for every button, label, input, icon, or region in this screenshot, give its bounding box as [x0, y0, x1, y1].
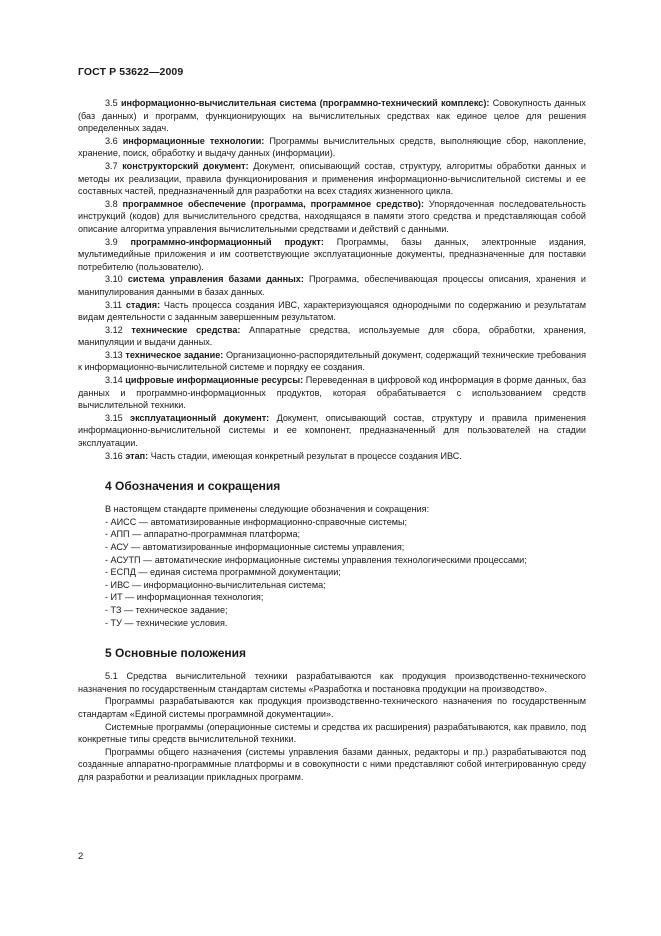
definition-term: стадия: — [125, 299, 161, 310]
definition-3-8 — [78, 198, 586, 236]
definition-term: этап: — [125, 450, 149, 461]
abbreviation-item: - ТЗ — техническое задание; — [105, 604, 228, 615]
definition-term: программное обеспечение (программа, программное средство): — [122, 198, 424, 209]
clause-number: 3.8 — [105, 198, 118, 209]
definition-term: информационно-вычислительная система (программно-технический комплекс): — [120, 98, 490, 108]
definition-3-6 — [78, 135, 586, 160]
definition-text: Часть процесса создания ИВС, характеризующаяся однородными по содержанию и результатам видам деятельности с заданным завершенным результатом. — [78, 299, 586, 323]
abbreviation-item: - ЕСПД — единая система программной документации; — [105, 567, 341, 578]
section-4-heading: 4 Обозначения и сокращения — [105, 479, 281, 494]
definition-3-5 — [78, 97, 586, 135]
definition-term: программно-информационный продукт: — [130, 236, 324, 247]
document-code: ГОСТ Р 53622—2009 — [78, 66, 184, 78]
abbreviation-item: - АПП — аппаратно-программная платформа; — [105, 529, 301, 540]
definition-text: Переведенная в цифровой код информация в форме данных, баз данных и программно-информационных продуктов, которая обрабатывается с использованием средств вычислительной техники. — [78, 375, 587, 411]
definition-3-12 — [78, 324, 586, 349]
definition-text: Программа, обеспечивающая процессы описания, хранения и манипулирования данными в базах данных. — [78, 274, 587, 297]
clause-number: 3.13 — [105, 349, 123, 360]
definition-text: Организационно-распорядительный документ, содержащий технические требования к информационно-вычислительной системе и порядку ее создания. — [78, 349, 586, 373]
definition-3-7 — [78, 160, 586, 198]
definition-text: Документ, описывающий состав, структуру и правила применения информационно-вычислительной системы и ее компонент, предназначенный для пользователей на стадии эксплуатации. — [78, 412, 586, 449]
definition-term: система управления базами данных: — [127, 274, 304, 285]
abbreviation-item: - АСУТП — автоматические информационные системы управления технологическими процессами; — [105, 554, 527, 565]
definition-3-11 — [78, 299, 586, 324]
clause-number: 3.12 — [105, 324, 123, 335]
definition-term: информационные технологии: — [122, 135, 265, 146]
clause-number: 3.16 — [105, 450, 123, 461]
definition-text: Документ, описывающий состав, структуру, алгоритмы обработки данных и методы их реализации, правила функционирования и применения информационно-вычислительной системы и ее составных частей, предназначенный для разработки на всех стадиях жизненного цикла. — [78, 160, 587, 197]
section-5-paragraph: Системные программы (операционные системы и средства их расширения) разрабатываются, как правило, под конкретные типы средств вычислительной техники. — [78, 721, 586, 745]
clause-number: 3.7 — [105, 160, 118, 171]
section-5-paragraph: Программы разрабатываются как продукция производственно-технического назначения по государственным стандартам «Единой системы программной документации». — [78, 696, 586, 719]
clause-number: 3.11 — [105, 299, 123, 310]
definition-text: Аппаратные средства, используемые для сбора, обработки, хранения, манипуляции и выдачи данных. — [78, 324, 587, 348]
clause-number: 3.6 — [105, 135, 118, 146]
definition-text: Упорядоченная последовательность инструкций (кодов) для вычислительного средства, находящаяся в памяти этого средства и представляющая собой описание алгоритма управления вычислительными средствами и действий с данными. — [78, 198, 586, 234]
clause-number: 3.14 — [105, 375, 123, 386]
clause-number: 3.5 — [105, 98, 118, 108]
definition-text: Программы вычислительных средств, выполняющие сбор, накопление, хранение, поиск, обработку и выдачу данных (информации). — [78, 135, 587, 159]
section-5-paragraph: Программы общего назначения (системы управления базами данных, редакторы и пр.) разрабатываются под созданные аппаратно-программные платформы и в совокупности с ними представляют собой интегрированную среду для разработки и реализации прикладных программ. — [78, 746, 586, 782]
page-content — [78, 97, 586, 784]
definition-term: техническое задание: — [125, 349, 224, 360]
definition-text: Совокупность данных (баз данных) и программ, функционирующих на вычислительных средствах как единое целое для решения определенных задач. — [78, 98, 586, 134]
definition-term: технические средства: — [131, 324, 241, 335]
definition-text: Программы, базы данных, электронные издания, мультимедийные приложения и им соответствующие эксплуатационные документы, предназначенные для поставки потребителю (пользователю). — [78, 236, 587, 272]
definition-3-14 — [78, 374, 586, 412]
definition-3-16 — [78, 450, 586, 463]
definition-3-10 — [78, 273, 586, 298]
definition-3-9 — [78, 236, 586, 274]
page-number: 2 — [78, 851, 84, 862]
definition-term: эксплуатационный документ: — [130, 412, 270, 423]
section-4-intro: В настоящем стандарте применены следующие обозначения и сокращения: — [105, 504, 430, 515]
definition-term: цифровые информационные ресурсы: — [125, 375, 304, 386]
abbreviation-item: - ИТ — информационная технология; — [105, 592, 264, 603]
section-5-heading: 5 Основные положения — [105, 646, 247, 661]
abbreviation-item: - ИВС — информационно-вычислительная система; — [105, 579, 326, 590]
abbreviation-item: - ТУ — технические условия. — [105, 617, 228, 628]
abbreviation-item: - АИСС — автоматизированные информационно-справочные системы; — [105, 516, 408, 527]
definition-3-15 — [78, 412, 586, 450]
definition-text: Часть стадии, имеющая конкретный результат в процессе создания ИВС. — [150, 450, 462, 461]
definition-3-13 — [78, 349, 586, 374]
clause-number: 3.10 — [105, 274, 123, 285]
section-5-paragraph: 5.1 Средства вычислительной техники разрабатываются как продукция производственно-технического назначения по государственным стандартам системы «Разработка и постановка продукции на производство». — [78, 671, 586, 694]
clause-number: 3.15 — [105, 412, 123, 423]
clause-number: 3.9 — [105, 236, 118, 247]
abbreviation-item: - АСУ — автоматизированные информационные системы управления; — [105, 542, 405, 552]
definition-term: конструкторский документ: — [122, 160, 249, 171]
abbreviation-list — [78, 516, 586, 629]
